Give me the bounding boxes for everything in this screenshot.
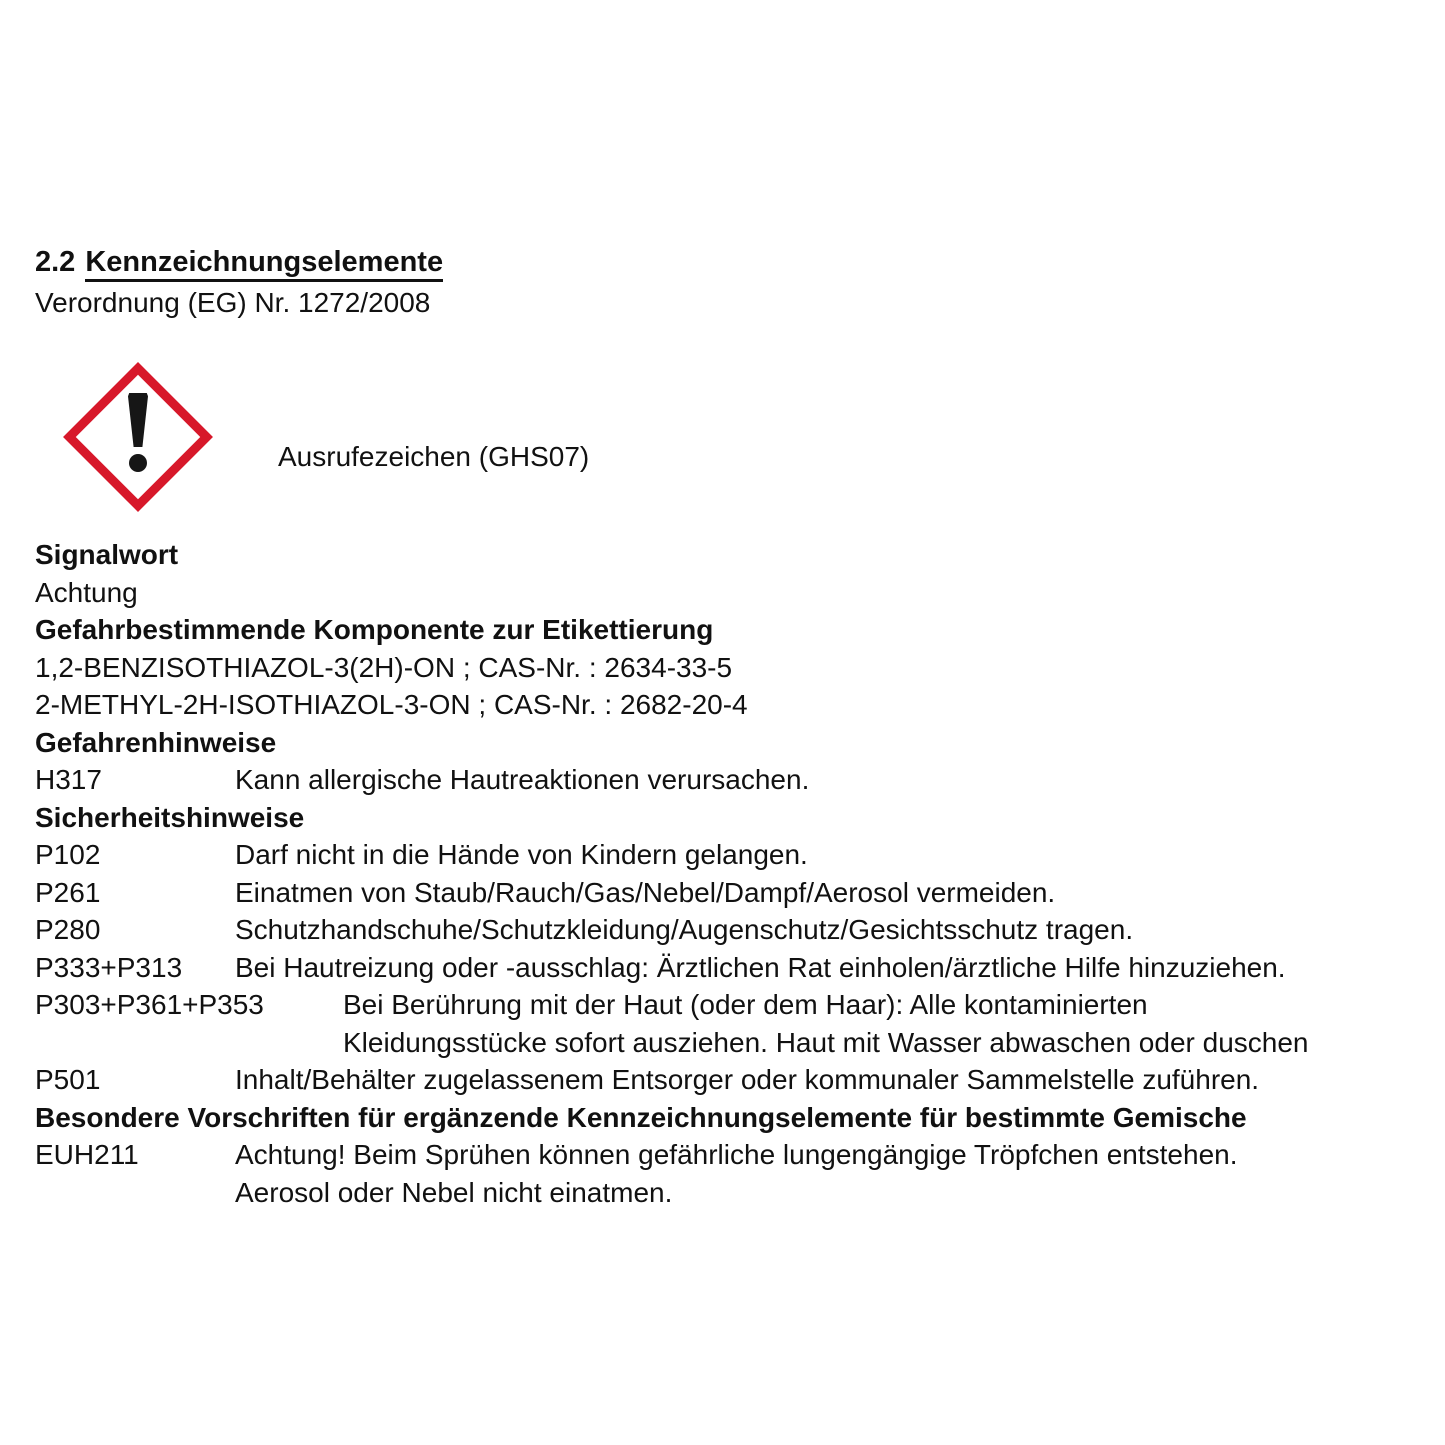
section-number: 2.2 xyxy=(35,246,76,278)
statement-text: Bei Hautreizung oder -ausschlag: Ärztlichen Rat einholen/ärztliche Hilfe hinzuziehen. xyxy=(235,951,1286,983)
section-heading xyxy=(35,243,443,281)
regulation-reference: Verordnung (EG) Nr. 1272/2008 xyxy=(35,287,431,318)
signal-word-heading: Signalwort xyxy=(35,539,179,570)
statement-text-continuation: Kleidungsstücke sofort ausziehen. Haut mit Wasser abwaschen oder duschen xyxy=(343,1026,1309,1058)
statement-code: H317 xyxy=(35,764,102,795)
statement-text: Inhalt/Behälter zugelassenem Entsorger oder kommunaler Sammelstelle zuführen. xyxy=(235,1064,1260,1095)
statement-text-continuation: Aerosol oder Nebel nicht einatmen. xyxy=(235,1176,673,1208)
hazard-statements-heading: Gefahrenhinweise xyxy=(35,726,277,758)
precautionary-statement-row xyxy=(35,911,1430,949)
hazard-component-item: 1,2-BENZISOTHIAZOL-3(2H)-ON ; CAS-Nr. : 2634-33-5 xyxy=(35,651,733,683)
statement-text: Schutzhandschuhe/Schutzkleidung/Augenschutz/Gesichtsschutz tragen. xyxy=(235,914,1134,945)
statement-code: P102 xyxy=(35,839,101,870)
pictogram-label: Ausrufezeichen (GHS07) xyxy=(278,441,590,472)
statement-code: P261 xyxy=(35,876,101,908)
statement-code: P280 xyxy=(35,914,101,945)
statement-text: Darf nicht in die Hände von Kindern gelangen. xyxy=(235,839,808,870)
document-body xyxy=(35,536,1430,1211)
statement-text: Achtung! Beim Sprühen können gefährliche lungengängige Tröpfchen entstehen. xyxy=(235,1139,1238,1170)
precautionary-statement-row xyxy=(35,1061,1430,1099)
hazard-components-heading: Gefahrbestimmende Komponente zur Etikettierung xyxy=(35,614,714,645)
hazard-statement-row xyxy=(35,761,1430,799)
statement-text: Bei Berührung mit der Haut (oder dem Haar): Alle kontaminierten xyxy=(343,989,1148,1020)
precautionary-statement-row xyxy=(35,949,1430,987)
statement-text: Kann allergische Hautreaktionen verursachen. xyxy=(235,764,810,795)
statement-code: P501 xyxy=(35,1064,101,1095)
special-provision-row xyxy=(35,1136,1430,1174)
precautionary-statement-row xyxy=(35,986,1430,1024)
precautionary-statement-row xyxy=(35,836,1430,874)
precautionary-statement-row xyxy=(35,874,1430,912)
precautionary-statements-heading: Sicherheitshinweise xyxy=(35,801,305,833)
section-title: Kennzeichnungselemente xyxy=(85,246,443,282)
statement-code: EUH211 xyxy=(35,1139,139,1170)
statement-text: Einatmen von Staub/Rauch/Gas/Nebel/Dampf/Aerosol vermeiden. xyxy=(235,876,1056,908)
statement-code: P303+P361+P353 xyxy=(35,989,264,1020)
special-provisions-heading: Besondere Vorschriften für ergänzende Kennzeichnungselemente für bestimmte Gemische xyxy=(35,1101,1247,1133)
ghs07-pictogram xyxy=(63,362,213,512)
exclamation-dot-icon xyxy=(129,454,147,472)
statement-code: P333+P313 xyxy=(35,951,183,983)
hazard-component-item: 2-METHYL-2H-ISOTHIAZOL-3-ON ; CAS-Nr. : 2682-20-4 xyxy=(35,689,748,720)
signal-word-value: Achtung xyxy=(35,576,138,608)
